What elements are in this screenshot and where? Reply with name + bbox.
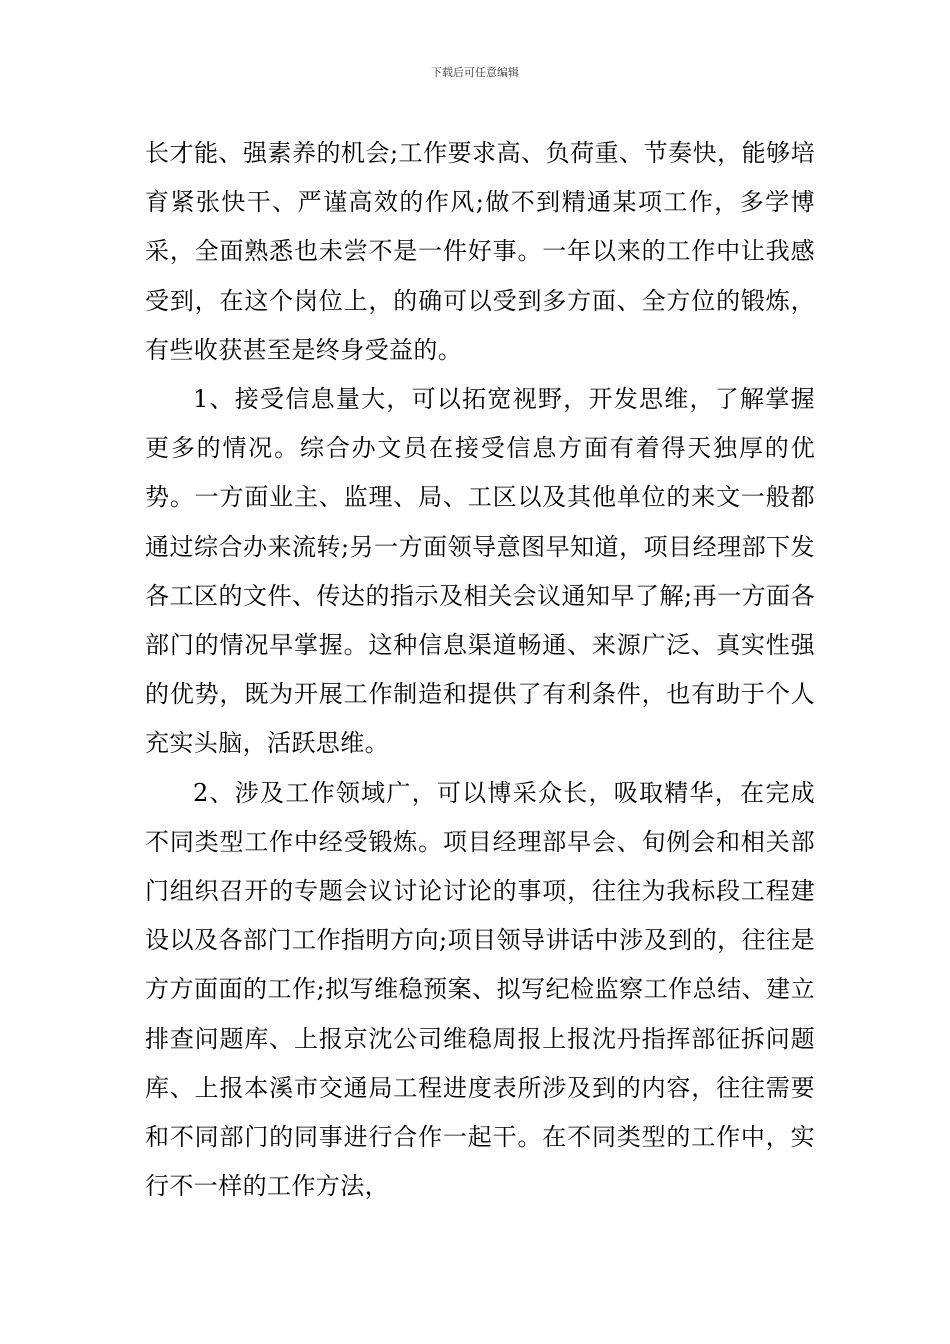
page-header: 下载后可任意编辑 bbox=[431, 66, 519, 79]
paragraph-continuation: 长才能、强素养的机会;工作要求高、负荷重、节奏快，能够培育紧张快干、严谨高效的作风;做不到精通某项工作，多学博采，全面熟悉也未尝不是一件好事。一年以来的工作中让我感受到，在这个岗位上，的确可以受到多方面、全方位的锻炼，有些收获甚至是终身受益的。 bbox=[145, 139, 815, 364]
document-body bbox=[145, 129, 815, 1211]
paragraph-item-1: 1、接受信息量大，可以拓宽视野，开发思维，了解掌握更多的情况。综合办文员在接受信息方面有着得天独厚的优势。一方面业主、监理、局、工区以及其他单位的来文一般都通过综合办来流转;另一方面领导意图早知道，项目经理部下发各工区的文件、传达的指示及相关会议通知早了解;再一方面各部门的情况早掌握。这种信息渠道畅通、来源广泛、真实性强的优势，既为开展工作制造和提供了有利条件，也有助于个人充实头脑，活跃思维。 bbox=[145, 385, 815, 758]
paragraph-item-2: 2、涉及工作领域广，可以博采众长，吸取精华，在完成不同类型工作中经受锻炼。项目经理部早会、旬例会和相关部门组织召开的专题会议讨论讨论的事项，往往为我标段工程建设以及各部门工作指明方向;项目领导讲话中涉及到的，往往是方方面面的工作;拟写维稳预案、拟写纪检监察工作总结、建立排查问题库、上报京沈公司维稳周报上报沈丹指挥部征拆问题库、上报本溪市交通局工程进度表所涉及到的内容，往往需要和不同部门的同事进行合作一起干。在不同类型的工作中，实行不一样的工作方法， bbox=[145, 778, 815, 1201]
